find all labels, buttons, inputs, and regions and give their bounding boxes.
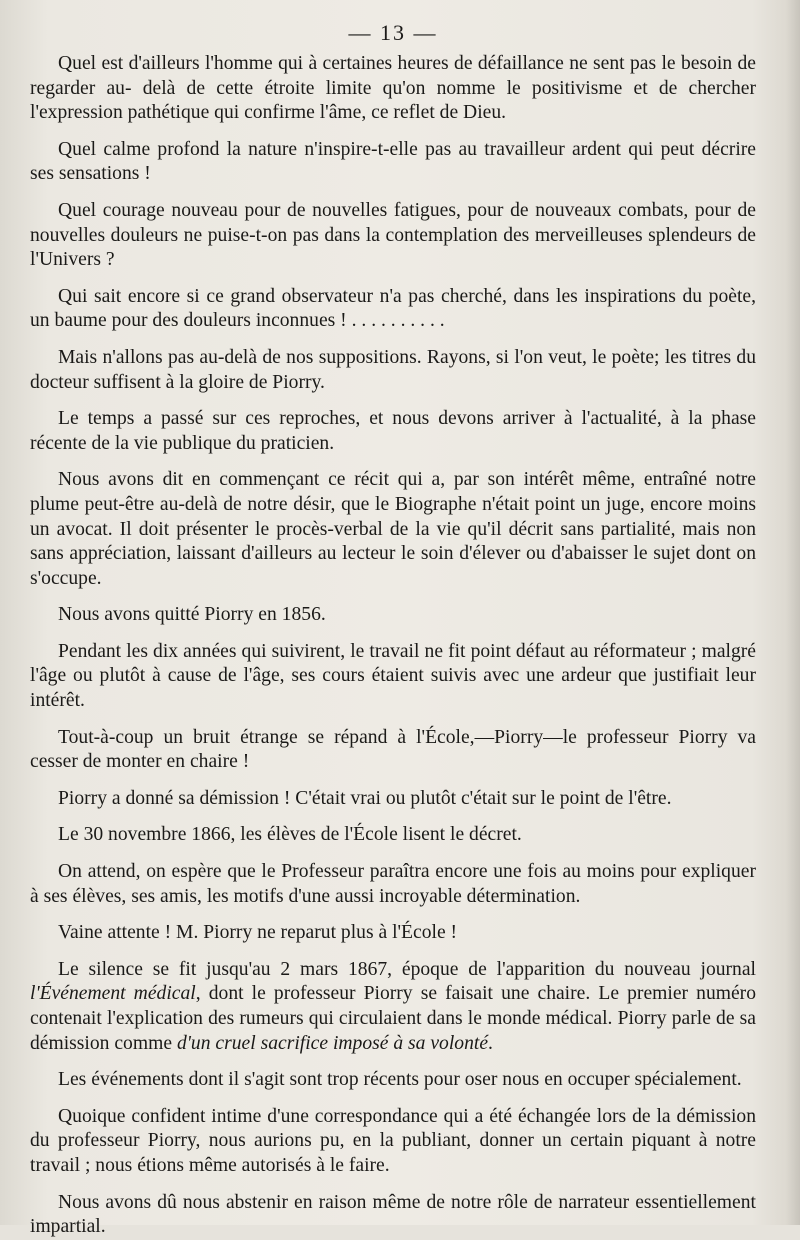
paragraph-15 bbox=[30, 958, 756, 1056]
paragraph-9: Pendant les dix années qui suivirent, le travail ne fit point défaut au réformateur ; malgré l'âge ou plutôt à cause de l'âge, ses cours étaient suivis avec une ardeur que justifiait leur intérêt. bbox=[30, 640, 756, 712]
paragraph-6: Le temps a passé sur ces reproches, et nous devons arriver à l'actualité, à la phase récente de la vie publique du praticien. bbox=[30, 408, 756, 454]
paragraph-11: Piorry a donné sa démission ! C'était vrai ou plutôt c'était sur le point de l'être. bbox=[58, 787, 672, 809]
page-number: — 13 — bbox=[348, 20, 438, 45]
paragraph-5: Mais n'allons pas au-delà de nos suppositions. Rayons, si l'on veut, le poète; les titres du docteur suffisent à la gloire de Piorry. bbox=[30, 346, 756, 393]
quoted-phrase: d'un cruel sacrifice imposé à sa volonté bbox=[176, 1032, 489, 1054]
paragraph-8: Nous avons quitté Piorry en 1856. bbox=[58, 604, 326, 626]
paragraph-18: Nous avons dû nous abstenir en raison même de notre rôle de narrateur essentiellement impartial. bbox=[30, 1191, 756, 1238]
paragraph-12: Le 30 novembre 1866, les élèves de l'École lisent le décret. bbox=[58, 824, 522, 846]
paragraph-14: Vaine attente ! M. Piorry ne reparut plus à l'École ! bbox=[58, 922, 458, 944]
paragraph-13: On attend, on espère que le Professeur paraîtra encore une fois au moins pour expliquer à ses élèves, ses amis, les motifs d'une aussi incroyable détermination. bbox=[30, 861, 756, 907]
paragraph-10: Tout-à-coup un bruit étrange se répand à l'École,—Piorry—le professeur Piorry va cesser de monter en chaire ! bbox=[30, 726, 756, 773]
page-edge-shadow bbox=[786, 0, 800, 1225]
paragraph-4: Qui sait encore si ce grand observateur n'a pas cherché, dans les inspirations du poète, un baume pour des douleurs inconnues ! . . . . . . . . . . bbox=[30, 285, 756, 332]
journal-title: l'Événement médical bbox=[30, 983, 196, 1005]
paragraph-17: Quoique confident intime d'une correspondance qui a été échangée lors de la démission du professeur Piorry, nous aurions pu, en la publiant, donner un certain piquant à notre travail ; nous étions même autorisés à le faire. bbox=[30, 1105, 756, 1176]
paragraph-16: Les événements dont il s'agit sont trop récents pour oser nous en occuper spécialement. bbox=[58, 1069, 742, 1091]
paragraph-15-part-a: Le silence se fit jusqu'au 2 mars 1867, époque de l'apparition du nouveau journal bbox=[58, 958, 756, 980]
paragraph-15-part-e: . bbox=[488, 1032, 493, 1054]
paragraph-2: Quel calme profond la nature n'inspire-t-elle pas au travailleur ardent qui peut décrire ses sensations ! bbox=[30, 138, 756, 185]
paragraph-3: Quel courage nouveau pour de nouvelles fatigues, pour de nouveaux combats, pour de nouvelles douleurs ne puise-t-on pas dans la contemplation des merveilleuses splendeurs de l'Univers ? bbox=[30, 199, 756, 271]
paragraph-15-part-c: , dont le professeur Piorry se faisait une chaire. Le premier numéro contenait l'explication des rumeurs qui circulaient dans le monde médical. Piorry parle de sa démission comme bbox=[30, 983, 756, 1054]
paragraph-7: Nous avons dit en commençant ce récit qui a, par son intérêt même, entraîné notre plume peut-être au-delà de notre désir, que le Biographe n'était point un juge, encore moins un avocat. Il doit présenter le procès-verbal de la vie qu'il décrit sans partialité, mais non sans appréciation, laissant d'ailleurs au lecteur le soin d'élever ou d'abaisser le sujet dont on s'occupe. bbox=[30, 469, 756, 589]
paragraph-1: Quel est d'ailleurs l'homme qui à certaines heures de défaillance ne sent pas le besoin de regarder au- delà de cette étroite limite qu'on nomme le positivisme et de chercher l'expression pathétique qui confirme l'âme, ce reflet de Dieu. bbox=[30, 53, 756, 124]
